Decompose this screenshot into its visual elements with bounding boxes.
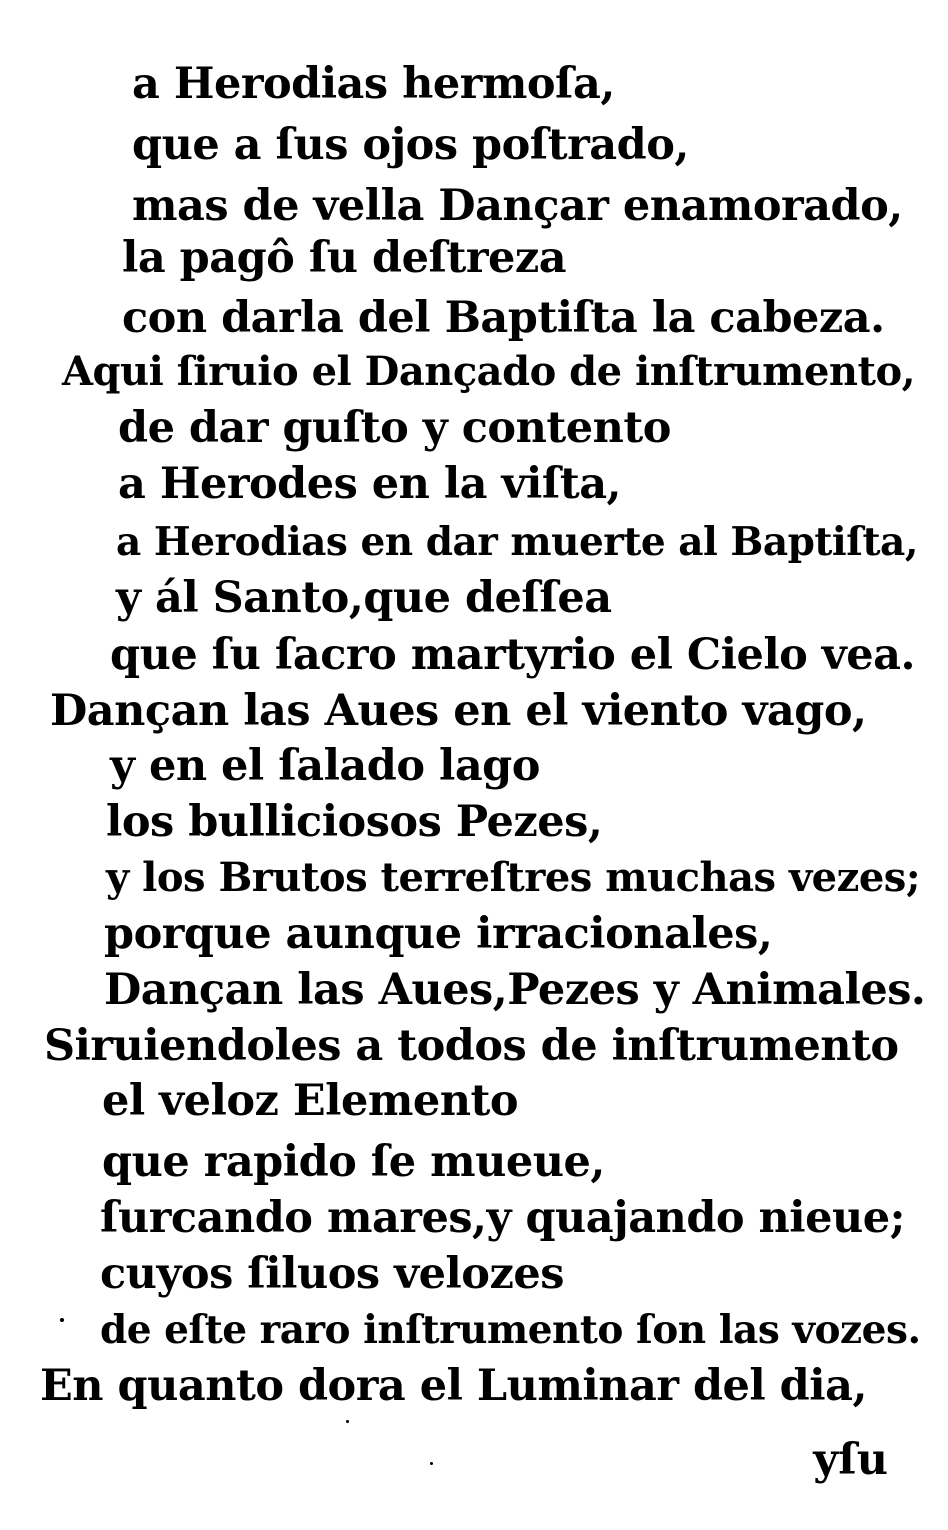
verse-line: los bulliciosos Pezes,: [106, 797, 603, 847]
verse-line: de dar guſto y contento: [118, 403, 671, 453]
verse-line: que ſu ſacro martyrio el Cielo vea.: [110, 630, 915, 680]
verse-line: ſurcando mares,y quajando nieue;: [100, 1193, 905, 1243]
verse-line: la pagô ſu deſtreza: [122, 233, 567, 283]
verse-line: de eſte raro inſtrumento ſon las vozes.: [100, 1307, 921, 1353]
ink-speck: [346, 1420, 349, 1423]
verse-line: Dançan las Aues en el viento vago,: [50, 686, 867, 736]
catchword: yſu: [813, 1435, 888, 1485]
ink-speck: [60, 1318, 64, 1322]
verse-line: Siruiendoles a todos de inſtrumento: [44, 1021, 899, 1071]
verse-line: Dançan las Aues,Pezes y Animales.: [104, 965, 926, 1015]
verse-line: a Herodias en dar muerte al Baptiſta,: [116, 519, 918, 565]
verse-line: a Herodes en la viſta,: [118, 459, 622, 509]
verse-line: a Herodias hermoſa,: [132, 59, 615, 109]
verse-line: En quanto dora el Luminar del dia,: [40, 1361, 867, 1411]
ink-speck: [430, 1462, 433, 1465]
verse-line: Aqui ſiruio el Dançado de inſtrumento,: [62, 348, 916, 395]
verse-line: que a ſus ojos poſtrado,: [132, 120, 689, 170]
verse-line: y ál Santo,que deſſea: [116, 573, 612, 623]
verse-line: y los Brutos terreſtres muchas vezes;: [106, 854, 921, 901]
verse-line: y en el ſalado lago: [110, 741, 540, 791]
verse-line: porque aunque irracionales,: [104, 909, 773, 959]
verse-line: cuyos ſiluos velozes: [100, 1249, 564, 1299]
verse-line: mas de vella Dançar enamorado,: [132, 181, 903, 231]
verse-line: el veloz Elemento: [102, 1076, 519, 1126]
verse-line: que rapido ſe mueue,: [102, 1137, 605, 1187]
verse-line: con darla del Baptiſta la cabeza.: [122, 293, 885, 343]
